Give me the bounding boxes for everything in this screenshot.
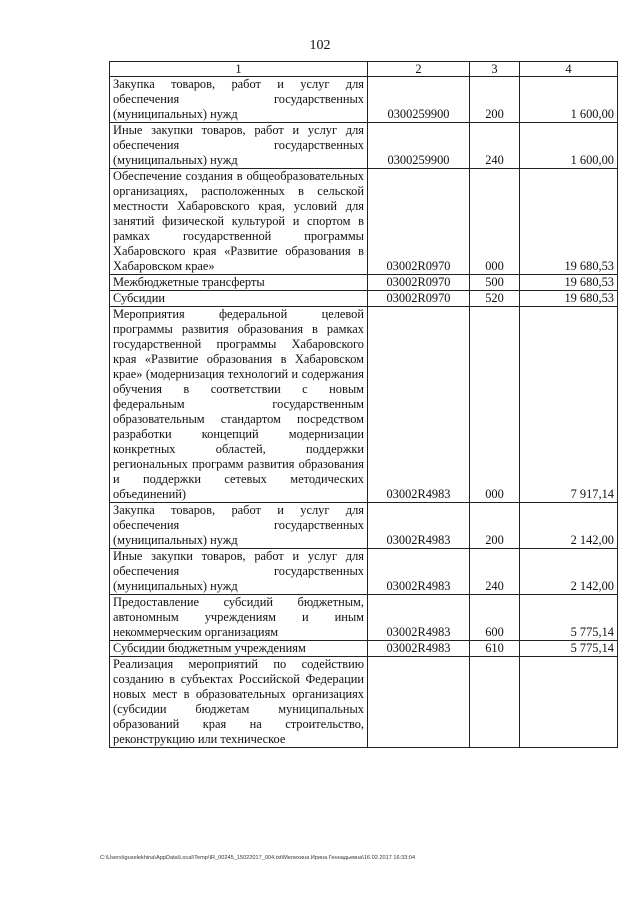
table-row: [110, 275, 618, 291]
page-number: 102: [309, 38, 331, 53]
row-amount: 19 680,53: [520, 291, 618, 307]
row-expense-type: 000: [470, 169, 520, 275]
table-row: [110, 595, 618, 641]
row-name: Межбюджетные трансферты: [110, 275, 368, 291]
row-name: Закупка товаров, работ и услуг для обеспечения государственных (муниципальных) нужд: [110, 503, 368, 549]
row-name: Реализация мероприятий по содействию созданию в субъектах Российской Федерации новых мест в образовательных организациях (субсидии бюджетам муниципальных образований края на строительство, реконструкцию или техническое: [110, 657, 368, 748]
row-amount: [520, 657, 618, 748]
row-amount: 5 775,14: [520, 641, 618, 657]
column-header: 1: [110, 62, 368, 77]
row-expense-type: 500: [470, 275, 520, 291]
row-name: Мероприятия федеральной целевой программы развития образования в рамках государственной программы Хабаровского края «Развитие образования в Хабаровском крае» (модернизация технологий и содержания обучения в соответствии с новым федеральным государственным образовательным стандартом посредством разработки концепций модернизации конкретных областей, поддержки региональных программ развития образования и поддержки сетевых методических объединений): [110, 307, 368, 503]
row-amount: 19 680,53: [520, 169, 618, 275]
column-header: 4: [520, 62, 618, 77]
budget-table: [109, 61, 618, 748]
row-target-code: 0300259900: [368, 77, 470, 123]
row-expense-type: 520: [470, 291, 520, 307]
row-target-code: 03002R4983: [368, 641, 470, 657]
row-name: Субсидии бюджетным учреждениям: [110, 641, 368, 657]
row-amount: 19 680,53: [520, 275, 618, 291]
table-row: [110, 291, 618, 307]
row-name: Обеспечение создания в общеобразовательных организациях, расположенных в сельской местности Хабаровского края, условий для занятий физической культурой и спортом в рамках государственной программы Хабаровского края «Развитие образования в Хабаровском крае»: [110, 169, 368, 275]
row-amount: 1 600,00: [520, 123, 618, 169]
row-target-code: 03002R4983: [368, 595, 470, 641]
row-amount: 1 600,00: [520, 77, 618, 123]
row-target-code: 03002R4983: [368, 503, 470, 549]
row-target-code: 03002R0970: [368, 169, 470, 275]
column-header: 2: [368, 62, 470, 77]
row-amount: 5 775,14: [520, 595, 618, 641]
row-target-code: 03002R4983: [368, 307, 470, 503]
table-row: [110, 169, 618, 275]
row-target-code: 03002R0970: [368, 291, 470, 307]
table-row: [110, 123, 618, 169]
table-row: [110, 549, 618, 595]
table-header-row: [110, 62, 618, 77]
row-expense-type: 000: [470, 307, 520, 503]
row-expense-type: 240: [470, 549, 520, 595]
row-target-code: 03002R0970: [368, 275, 470, 291]
table-row: [110, 503, 618, 549]
row-expense-type: 240: [470, 123, 520, 169]
row-expense-type: 200: [470, 77, 520, 123]
table-row: [110, 641, 618, 657]
row-target-code: 0300259900: [368, 123, 470, 169]
row-name: Закупка товаров, работ и услуг для обеспечения государственных (муниципальных) нужд: [110, 77, 368, 123]
table-row: [110, 657, 618, 748]
row-name: Субсидии: [110, 291, 368, 307]
row-target-code: [368, 657, 470, 748]
row-amount: 2 142,00: [520, 503, 618, 549]
row-amount: 7 917,14: [520, 307, 618, 503]
column-header: 3: [470, 62, 520, 77]
table-row: [110, 77, 618, 123]
row-name: Иные закупки товаров, работ и услуг для обеспечения государственных (муниципальных) нужд: [110, 123, 368, 169]
row-expense-type: [470, 657, 520, 748]
row-amount: 2 142,00: [520, 549, 618, 595]
row-name: Предоставление субсидий бюджетным, автономным учреждениям и иным некоммерческим организациям: [110, 595, 368, 641]
row-target-code: 03002R4983: [368, 549, 470, 595]
footer-file-path: C:\Users\iguselekhina\AppData\Local\Temp\IR_00245_15022017_004.txt\Мелехина Ирина Геннадьевна\16.02.2017 16:33:04: [100, 855, 416, 861]
table-row: [110, 307, 618, 503]
row-name: Иные закупки товаров, работ и услуг для обеспечения государственных (муниципальных) нужд: [110, 549, 368, 595]
row-expense-type: 200: [470, 503, 520, 549]
row-expense-type: 610: [470, 641, 520, 657]
row-expense-type: 600: [470, 595, 520, 641]
